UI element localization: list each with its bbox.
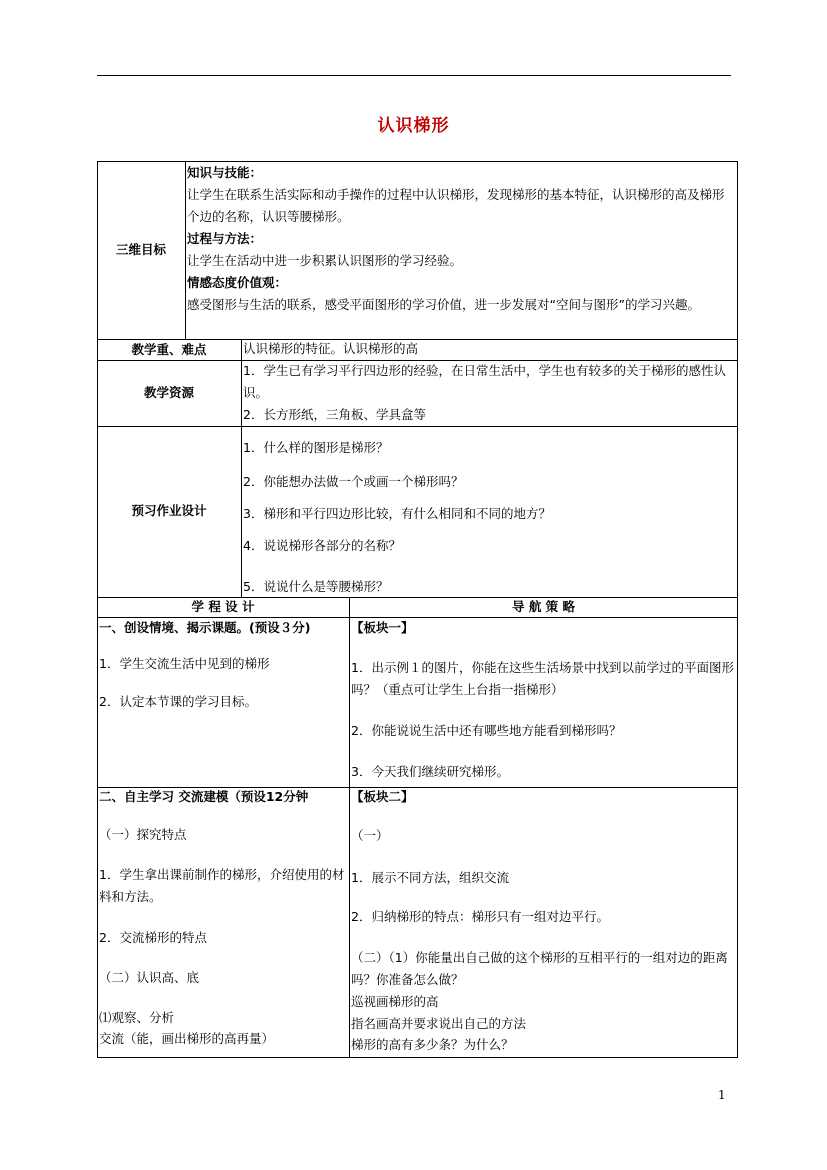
section2-strategy: 指名画高并要求说出自己的方法: [351, 1016, 527, 1031]
preview-item: 1．什么样的图形是梯形？: [243, 440, 389, 455]
process-heading: 过程与方法：: [187, 231, 263, 246]
attitude-heading: 情感态度价值观：: [187, 275, 288, 290]
preview-item: 4．说说梯形各部分的名称？: [243, 538, 401, 553]
section1-strategy: 3．今天我们继续研究梯形。: [351, 764, 509, 779]
section1-item: 1．学生交流生活中见到的梯形: [99, 656, 270, 671]
section2-strategy: 巡视画梯形的高: [351, 994, 439, 1009]
row-divider: [97, 426, 738, 427]
preview-item: 3．梯形和平行四边形比较，有什么相同和不同的地方？: [243, 506, 551, 521]
section2-heading: 二、自主学习 交流建模（预设12分钟: [99, 789, 309, 804]
section2-item: 交流（能，画出梯形的高再量）: [99, 1031, 275, 1046]
key-points-label: 教学重、难点: [131, 342, 207, 357]
section2-item: 2．交流梯形的特点: [99, 930, 207, 945]
table-border-bottom: [97, 1057, 738, 1058]
section1-strategy: 2．你能说说生活中还有哪些地方能看到梯形吗？: [351, 723, 622, 738]
column-header-right: 导 航 策 略: [511, 599, 576, 614]
knowledge-heading: 知识与技能：: [187, 165, 263, 180]
header-rule: [97, 75, 731, 76]
resources-item: 2．长方形纸，三角板、学具盒等: [243, 407, 426, 422]
section2-item: ⑴观察、分析: [99, 1010, 175, 1025]
column-divider: [349, 597, 350, 1058]
key-points-text: 认识梯形的特征。认识梯形的高: [243, 341, 419, 356]
section1-heading: 一、创设情境、揭示课题。(预设３分): [99, 620, 311, 635]
process-text: 让学生在活动中进一步积累认识图形的学习经验。: [187, 253, 463, 268]
page-number: 1: [718, 1088, 726, 1102]
preview-label: 预习作业设计: [131, 503, 207, 518]
preview-item: 2．你能想办法做一个或画一个梯形吗？: [243, 474, 464, 489]
table-border-right: [737, 161, 738, 1058]
goals-label: 三维目标: [115, 242, 166, 257]
lesson-plan-table: [97, 161, 738, 1058]
goals-content: [187, 162, 735, 316]
section2-strategy: 2．归纳梯形的特点：梯形只有一组对边平行。: [351, 909, 609, 924]
section2-strategy: （二）（1）你能量出自己做的这个梯形的互相平行的一组对边的距离吗？你准备怎么做？: [351, 950, 728, 987]
section2-subheading: （二）认识高、底: [99, 970, 200, 985]
document-title: 认识梯形: [377, 116, 450, 136]
resources-item: 1．学生已有学习平行四边形的经验，在日常生活中，学生也有较多的关于梯形的感性认识。: [243, 363, 726, 400]
section1-item: 2．认定本节课的学习目标。: [99, 694, 257, 709]
section2-item: 1．学生拿出课前制作的梯形，介绍使用的材料和方法。: [99, 867, 345, 904]
section2-subheading: （一）探究特点: [99, 827, 187, 842]
resources-label: 教学资源: [143, 385, 194, 400]
section2-strategy-subheading: （一）: [351, 828, 389, 843]
section2-strategy: 梯形的高有多少条？为什么？: [351, 1037, 514, 1052]
section2-block-heading: 【板块二】: [351, 789, 414, 804]
knowledge-text: 让学生在联系生活实际和动手操作的过程中认识梯形，发现梯形的基本特征，认识梯形的高及梯形个边的名称，认识等腰梯形。: [187, 187, 725, 224]
column-divider: [185, 161, 186, 340]
attitude-text: 感受图形与生活的联系，感受平面图形的学习价值，进一步发展对“空间与图形”的学习兴趣。: [187, 297, 700, 312]
column-header-left: 学 程 设 计: [191, 599, 255, 614]
preview-item: 5．说说什么是等腰梯形？: [243, 579, 389, 594]
section1-block-heading: 【板块一】: [351, 620, 414, 635]
section2-strategy: 1．展示不同方法，组织交流: [351, 870, 509, 885]
resources-content: [243, 360, 735, 426]
column-divider: [241, 339, 242, 598]
section1-strategy: 1．出示例１的图片，你能在这些生活场景中找到以前学过的平面图形吗？（重点可让学生上台指一指梯形）: [351, 660, 734, 697]
